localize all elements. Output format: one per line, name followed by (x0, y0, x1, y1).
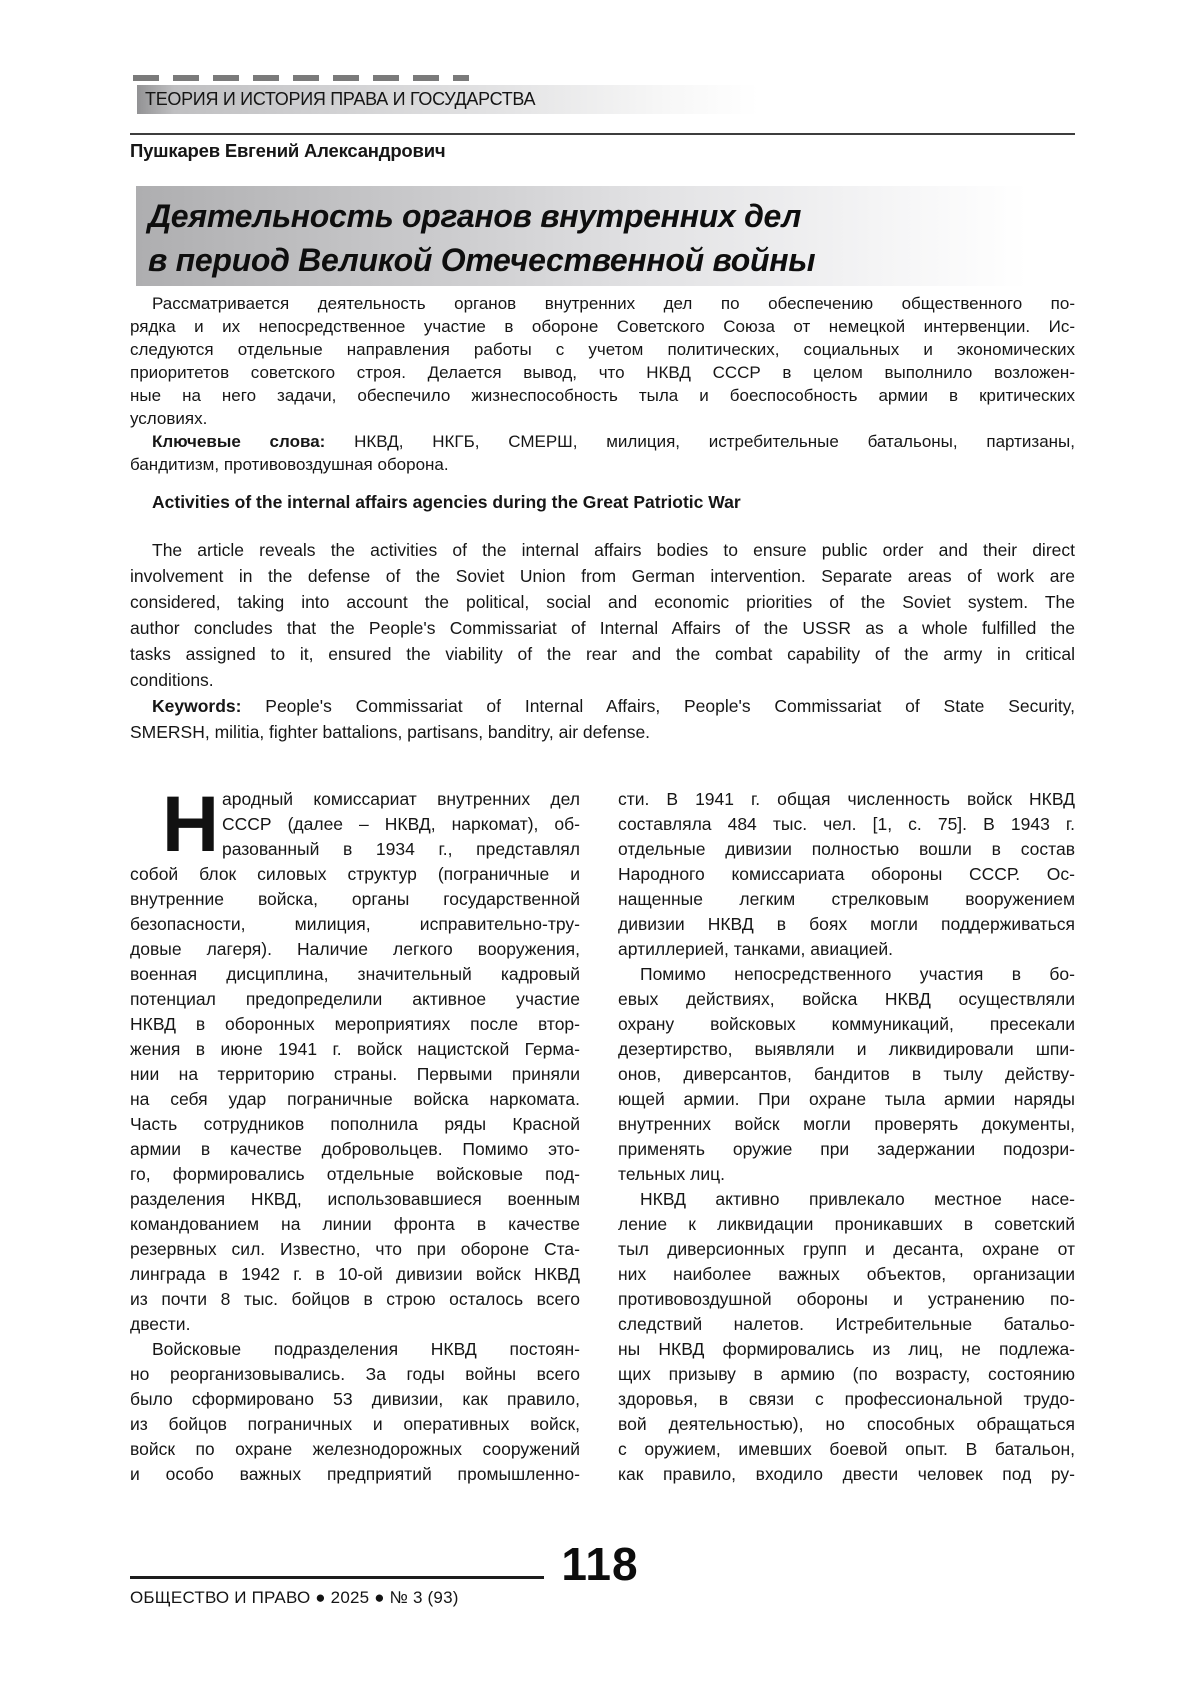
text-line: собой блок силовых структур (пограничные и (130, 864, 580, 884)
text-line: условиях. (130, 409, 208, 428)
text-line: го, формировались отдельные войсковые под- (130, 1164, 580, 1184)
text-line: и особо важных предприятий промышленно- (130, 1464, 580, 1484)
text-line: дезертирство, выявляли и ликвидировали шпи- (618, 1039, 1075, 1059)
text-line: резервных сил. Известно, что при обороне Ста- (130, 1239, 580, 1259)
text-line: Народного комиссариата обороны СССР. Ос- (618, 864, 1075, 884)
text-line: ющей армии. При охране тыла армии наряды (618, 1089, 1075, 1109)
text-line: нии на территорию страны. Первыми приняли (130, 1064, 580, 1084)
paragraph (130, 292, 1075, 430)
keywords-label: Keywords: (152, 696, 242, 716)
text-line: военная дисциплина, значительный кадровый (130, 964, 580, 984)
text-line: артиллерией, танками, авиацией. (618, 939, 893, 959)
text-line: НКВД активно привлекало местное насе- (640, 1189, 1075, 1209)
text-line: tasks assigned to it, ensured the viability of the rear and the combat capability of the army in critical (130, 644, 1075, 664)
text-line: но реорганизовывались. За годы войны всего (130, 1364, 580, 1384)
text-line: нащенные легким стрелковым вооружением (618, 889, 1075, 909)
text-line: на себя удар пограничные войска наркомата. (130, 1089, 580, 1109)
journal-footer: ОБЩЕСТВО И ПРАВО ● 2025 ● № 3 (93) (130, 1588, 459, 1607)
text-line: щих призыву в армию (по возрасту, состоянию (618, 1364, 1075, 1384)
text-line: тыл диверсионных групп и десанта, охране от (618, 1239, 1075, 1259)
text-line: НКВД в оборонных мероприятиях после втор- (130, 1014, 580, 1034)
text-line: Часть сотрудников пополнила ряды Красной (130, 1114, 580, 1134)
text-line: разованный в 1934 г., представлял (222, 839, 580, 859)
text-line: ны НКВД формировались из лиц, не подлежа- (618, 1339, 1075, 1359)
text-line: Войсковые подразделения НКВД постоян- (152, 1339, 580, 1359)
text-line: вой деятельностью), но способных обращаться (618, 1414, 1075, 1434)
text-line: Keywords: People's Commissariat of Internal Affairs, People's Commissariat of State Security, (152, 696, 1075, 716)
paragraph (618, 1187, 1075, 1487)
paragraph (130, 1337, 580, 1487)
text-line: из почти 8 тыс. бойцов в строю осталось всего (130, 1289, 580, 1309)
text-line: внутренние войска, органы государственной (130, 889, 580, 909)
text-line: потенциал предопределили активное участие (130, 989, 580, 1009)
text-line: следуются отдельные направления работы с учетом политических, социальных и экономических (130, 340, 1075, 359)
text-line: conditions. (130, 670, 214, 690)
text-line: составляла 484 тыс. чел. [1, с. 75]. В 1943 г. (618, 814, 1075, 834)
section-header-bar (137, 85, 759, 114)
text-line: них наиболее важных объектов, организации (618, 1264, 1075, 1284)
text-line: author concludes that the People's Commissariat of Internal Affairs of the USSR as a whole fulfilled the (130, 618, 1075, 638)
keywords-russian (130, 430, 1075, 476)
text-line: командованием на линии фронта в качестве (130, 1214, 580, 1234)
text-line: как правило, входило двести человек под ру- (618, 1464, 1075, 1484)
text-line: SMERSH, militia, fighter battalions, partisans, banditry, air defense. (130, 722, 651, 742)
text-line: приоритетов советского строя. Делается вывод, что НКВД СССР в целом выполнило возложен- (130, 363, 1075, 382)
text-line: бандитизм, противовоздушная оборона. (130, 455, 449, 474)
text-line: войск по охране железнодорожных сооружений (130, 1439, 580, 1459)
text-line: безопасности, милиция, исправительно-тру- (130, 914, 580, 934)
text-line: Рассматривается деятельность органов внутренних дел по обеспечению общественного по- (152, 294, 1075, 313)
article-title-line-2: в период Великой Отечественной войны (148, 242, 816, 278)
paragraph (130, 693, 1075, 745)
text-line: involvement in the defense of the Soviet Union from German intervention. Separate areas of work are (130, 566, 1075, 586)
header-rule (130, 133, 1075, 135)
text-line: было сформировано 53 дивизии, как правило, (130, 1389, 580, 1409)
text-line: двести. (130, 1314, 191, 1334)
text-line: линграда в 1942 г. в 10-ой дивизии войск НКВД (130, 1264, 580, 1284)
text-line: рядка и их непосредственное участие в обороне Советского Союза от немецкой интервенции. Ис- (130, 317, 1075, 336)
paragraph (130, 779, 580, 1337)
text-line: ародный комиссариат внутренних дел (222, 789, 580, 809)
page-number: 118 (561, 1538, 639, 1590)
body-column-left (130, 779, 580, 1487)
abstract-russian (130, 292, 1075, 430)
text-line: из бойцов пограничных и оперативных войск, (130, 1414, 580, 1434)
abstract-english (130, 537, 1075, 693)
text-line: довые лагеря). Наличие легкого вооружения, (130, 939, 580, 959)
article-title-line-1: Деятельность органов внутренних дел (148, 198, 802, 234)
text-line: тельных лиц. (618, 1164, 726, 1184)
text-line: сти. В 1941 г. общая численность войск НКВД (618, 789, 1075, 809)
text-line: применять оружие при задержании подозри- (618, 1139, 1075, 1159)
keywords-english (130, 693, 1075, 745)
text-line: СССР (далее – НКВД, наркомат), об- (222, 814, 580, 834)
text-line: ные на него задачи, обеспечило жизнеспособность тыла и боеспособность армии в критических (130, 386, 1075, 405)
dropcap: Н (162, 779, 220, 868)
text-line: разделения НКВД, использовавшиеся военным (130, 1189, 580, 1209)
body-column-right (618, 787, 1075, 1487)
text-line: дивизии НКВД в боях могли поддерживаться (618, 914, 1075, 934)
paragraph (130, 430, 1075, 476)
text-line: армии в качестве добровольцев. Помимо это- (130, 1139, 580, 1159)
text-line: охрану войсковых коммуникаций, пресекали (618, 1014, 1075, 1034)
text-line: The article reveals the activities of the internal affairs bodies to ensure public order and their direct (152, 540, 1075, 560)
text-line: с оружием, имевших боевой опыт. В батальон, (618, 1439, 1075, 1459)
text-line: онов, диверсантов, бандитов в тылу действу- (618, 1064, 1075, 1084)
article-title-box (136, 186, 1075, 286)
text-line: considered, taking into account the political, social and economic priorities of the Soviet system. The (130, 592, 1075, 612)
keywords-label: Ключевые слова: (152, 432, 326, 451)
text-line: Помимо непосредственного участия в бо- (640, 964, 1075, 984)
article-title-english: Activities of the internal affairs agencies during the Great Patriotic War (152, 492, 741, 512)
author-name: Пушкарев Евгений Александрович (130, 140, 446, 161)
text-line: Ключевые слова: НКВД, НКГБ, СМЕРШ, милиция, истребительные батальоны, партизаны, (152, 432, 1075, 451)
text-line: внутренних войск могли проверять документы, (618, 1114, 1075, 1134)
section-header-label: ТЕОРИЯ И ИСТОРИЯ ПРАВА И ГОСУДАРСТВА (145, 89, 536, 109)
text-line: здоровья, в связи с профессиональной трудо- (618, 1389, 1075, 1409)
scan-artifact (133, 75, 469, 81)
text-line: жения в июне 1941 г. войск нацистской Герма- (130, 1039, 580, 1059)
text-line: следствий налетов. Истребительные батальо- (618, 1314, 1075, 1334)
text-line: противовоздушной обороны и устранению по- (618, 1289, 1075, 1309)
text-line: евых действиях, войска НКВД осуществляли (618, 989, 1075, 1009)
paragraph (130, 537, 1075, 693)
paragraph (618, 787, 1075, 962)
text-line: отдельные дивизии полностью вошли в состав (618, 839, 1075, 859)
paragraph (618, 962, 1075, 1187)
text-line: ление к ликвидации проникавших в советский (618, 1214, 1075, 1234)
